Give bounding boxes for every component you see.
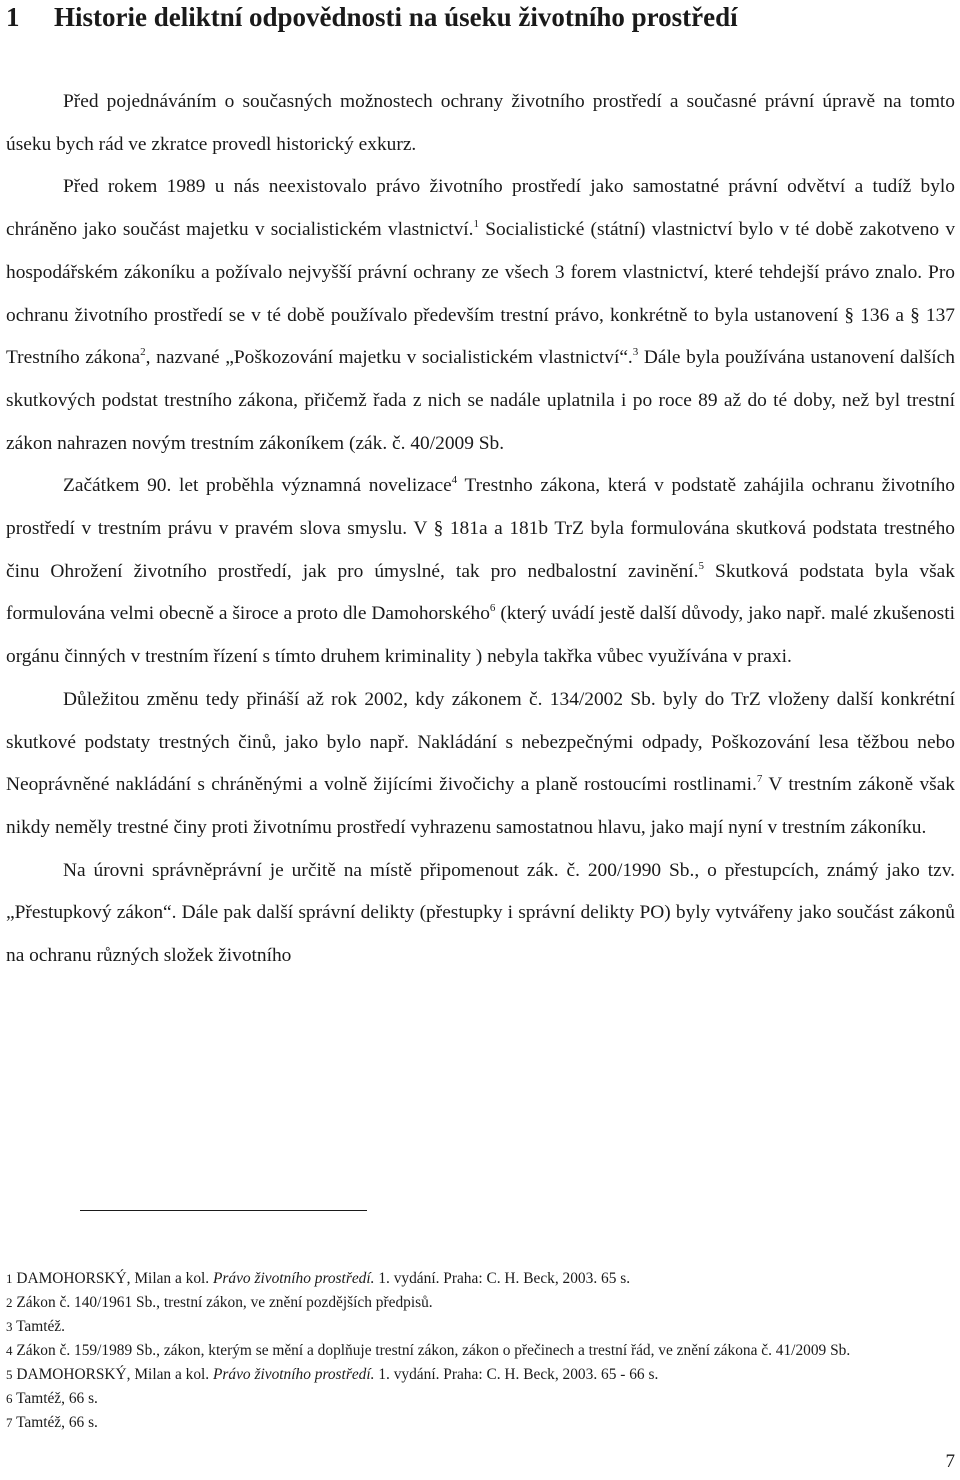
section-number: 1 [6,2,20,32]
section-heading [6,0,956,34]
footnote-reference[interactable]: 3 [632,346,639,359]
footnote [6,1411,955,1435]
paragraph-text: Socialistické (státní) vlastnictví bylo v té době zakotveno v hospodářském zákoníku a požívalo nejvyšší právní ochrany ze všech 3 forem vlastnictví, které tehdejší právo znalo. Pro ochranu životního prostředí se v té době používalo především trestní právo, konkrétně to byla ustanovení § 136 a § 137 Trestního zákona [6,219,956,369]
footnotes [6,1267,955,1435]
footnote-reference[interactable]: 1 [473,218,480,231]
footnote [6,1363,955,1387]
footnote-title: Právo životního prostředí. [213,1366,375,1383]
footnote-text: Tamtéž. [12,1318,65,1335]
body-text [6,81,955,978]
footnote-text: DAMOHORSKÝ, Milan a kol. [12,1270,214,1287]
footnote-text: 1. vydání. Praha: C. H. Beck, 2003. 65 s. [374,1270,631,1287]
paragraph [6,850,955,978]
footnote-number: 3 [6,1319,13,1334]
paragraph-text: Skutková podstata byla však formulována velmi obecně a široce a proto dle Damohorského [6,560,955,625]
footnote [6,1387,955,1411]
footnote-text: Zákon č. 140/1961 Sb., trestní zákon, ve znění pozdějších předpisů. [12,1294,433,1311]
footnote-reference[interactable]: 7 [756,773,763,786]
footnote-text: DAMOHORSKÝ, Milan a kol. [12,1366,214,1383]
paragraph-text: Před pojednáváním o současných možnostech ochrany životního prostředí a současné právní úpravě na tomto úseku bych rád ve zkratce provedl historický exkurz. [6,91,955,155]
footnote-number: 5 [6,1367,13,1382]
paragraph-text: Na úrovni správněprávní je určitě na místě připomenout zák. č. 200/1990 Sb., o přestupcích, známý jako tzv. „Přestupkový zákon“. Dále pak další správní delikty (přestupky i správní delikty PO) byly vytvářeny jako součást zákonů na ochranu různých složek životního [6,859,955,967]
footnote-title: Právo životního prostředí. [213,1270,375,1287]
paragraph-text: Začátkem 90. let proběhla významná novelizace [63,475,452,497]
paragraph [6,465,955,679]
paragraph [6,679,955,850]
footnote-text: 1. vydání. Praha: C. H. Beck, 2003. 65 - 66 s. [374,1366,659,1383]
footnote-number: 1 [6,1271,13,1286]
paragraph-text: (který uvádí jestě další důvody, jako např. malé zkušenosti orgánu činných v trestním řízení s tímto druhem kriminality ) nebyla takřka vůbec využívána v praxi. [6,603,956,668]
paragraph-text: Trestnho zákona, která v podstatě zahájila ochranu životního prostředí v trestním právu v pravém slova smyslu. V § 181a a 181b TrZ byla formulována skutková podstata trestného činu Ohrožení životního prostředí, jak pro úmyslné, tak pro nedbalostní zavinění. [6,475,955,582]
page-number: 7 [945,1451,955,1472]
footnote-text: Tamtéž, 66 s. [12,1414,98,1431]
footnote-text: Tamtéž, 66 s. [12,1390,98,1407]
footnote-separator [80,1210,367,1211]
footnote [6,1267,955,1291]
paragraph [6,166,955,465]
section-title: Historie deliktní odpovědnosti na úseku životního prostředí [54,2,738,32]
footnote [6,1339,955,1363]
paragraph-text: Před rokem 1989 u nás neexistovalo právo životního prostředí jako samostatné právní odvětví a tudíž bylo chráněno jako součást majetku v socialistickém vlastnictví. [6,176,955,241]
paragraph-text: V trestním zákoně však nikdy neměly trestné činy proti životnímu prostředí vyhrazenu samostatnou hlavu, jako mají nyní v trestním zákoníku. [6,774,955,838]
footnote-text: Zákon č. 159/1989 Sb., zákon, kterým se mění a doplňuje trestní zákon, zákon o přečinech a trestní řád, ve znění zákona č. 41/2009 Sb. [12,1342,851,1359]
footnote [6,1291,955,1315]
footnote-reference[interactable]: 4 [451,474,458,487]
paragraph-text: Dále byla používána ustanovení dalších skutkových podstat trestního zákona, přičemž řada z nich se nadále uplatnila i po roce 89 až do té doby, než byl trestní zákon nahrazen novým trestním zákoníkem (zák. č. 40/2009 Sb. [6,347,955,454]
footnote-reference[interactable]: 5 [698,559,705,572]
paragraph-text: , nazvané „Poškozování majetku v socialistickém vlastnictví“. [145,347,633,369]
paragraph [6,81,955,166]
footnote-reference[interactable]: 6 [489,602,496,615]
footnote-reference[interactable]: 2 [140,346,146,359]
paragraph-text: Důležitou změnu tedy přináší až rok 2002, kdy zákonem č. 134/2002 Sb. byly do TrZ vloženy další konkrétní skutkové podstaty trestných činů, jako bylo např. Nakládání s nebezpečnými odpady, Poškozování lesa těžbou nebo Neoprávněné nakládání s chráněnými a volně žijícími živočichy a planě rostoucími rostlinami. [6,688,955,796]
footnote-number: 4 [6,1343,13,1358]
footnote-number: 2 [6,1295,13,1310]
footnote-number: 6 [6,1391,13,1406]
footnote [6,1315,955,1339]
footnote-number: 7 [6,1415,13,1430]
